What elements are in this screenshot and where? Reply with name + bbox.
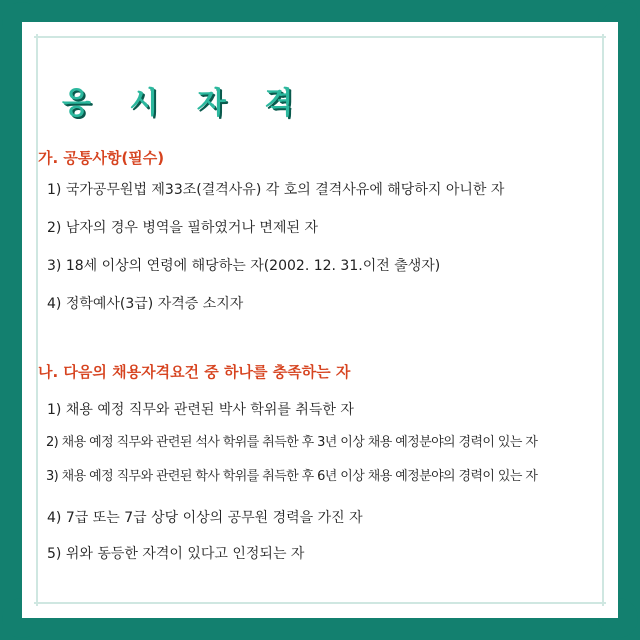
list-item: 3) 18세 이상의 연령에 해당하는 자(2002. 12. 31.이전 출생자) [47,258,441,274]
list-item: 1) 채용 예정 직무와 관련된 박사 학위를 취득한 자 [47,402,354,418]
page-title: 응 시 자 격 [62,86,308,121]
list-item: 3) 채용 예정 직무와 관련된 학사 학위를 취득한 후 6년 이상 채용 예정분야의 경력이 있는 자 [46,469,538,484]
border-line [602,34,604,606]
section-heading-common: 가. 공통사항(필수) [38,149,165,167]
border-line [34,602,606,604]
section-heading-qualification: 나. 다음의 채용자격요건 중 하나를 충족하는 자 [38,363,351,381]
list-item: 4) 7급 또는 7급 상당 이상의 공무원 경력을 가진 자 [47,510,363,526]
list-item: 4) 정학예사(3급) 자격증 소지자 [47,296,244,312]
list-item: 2) 채용 예정 직무와 관련된 석사 학위를 취득한 후 3년 이상 채용 예정분야의 경력이 있는 자 [46,435,538,450]
border-line [34,36,606,38]
list-item: 1) 국가공무원법 제33조(결격사유) 각 호의 결격사유에 해당하지 아니한 자 [47,182,505,198]
border-line [36,34,38,606]
list-item: 5) 위와 동등한 자격이 있다고 인정되는 자 [47,546,305,562]
list-item: 2) 남자의 경우 병역을 필하였거나 면제된 자 [47,220,318,236]
